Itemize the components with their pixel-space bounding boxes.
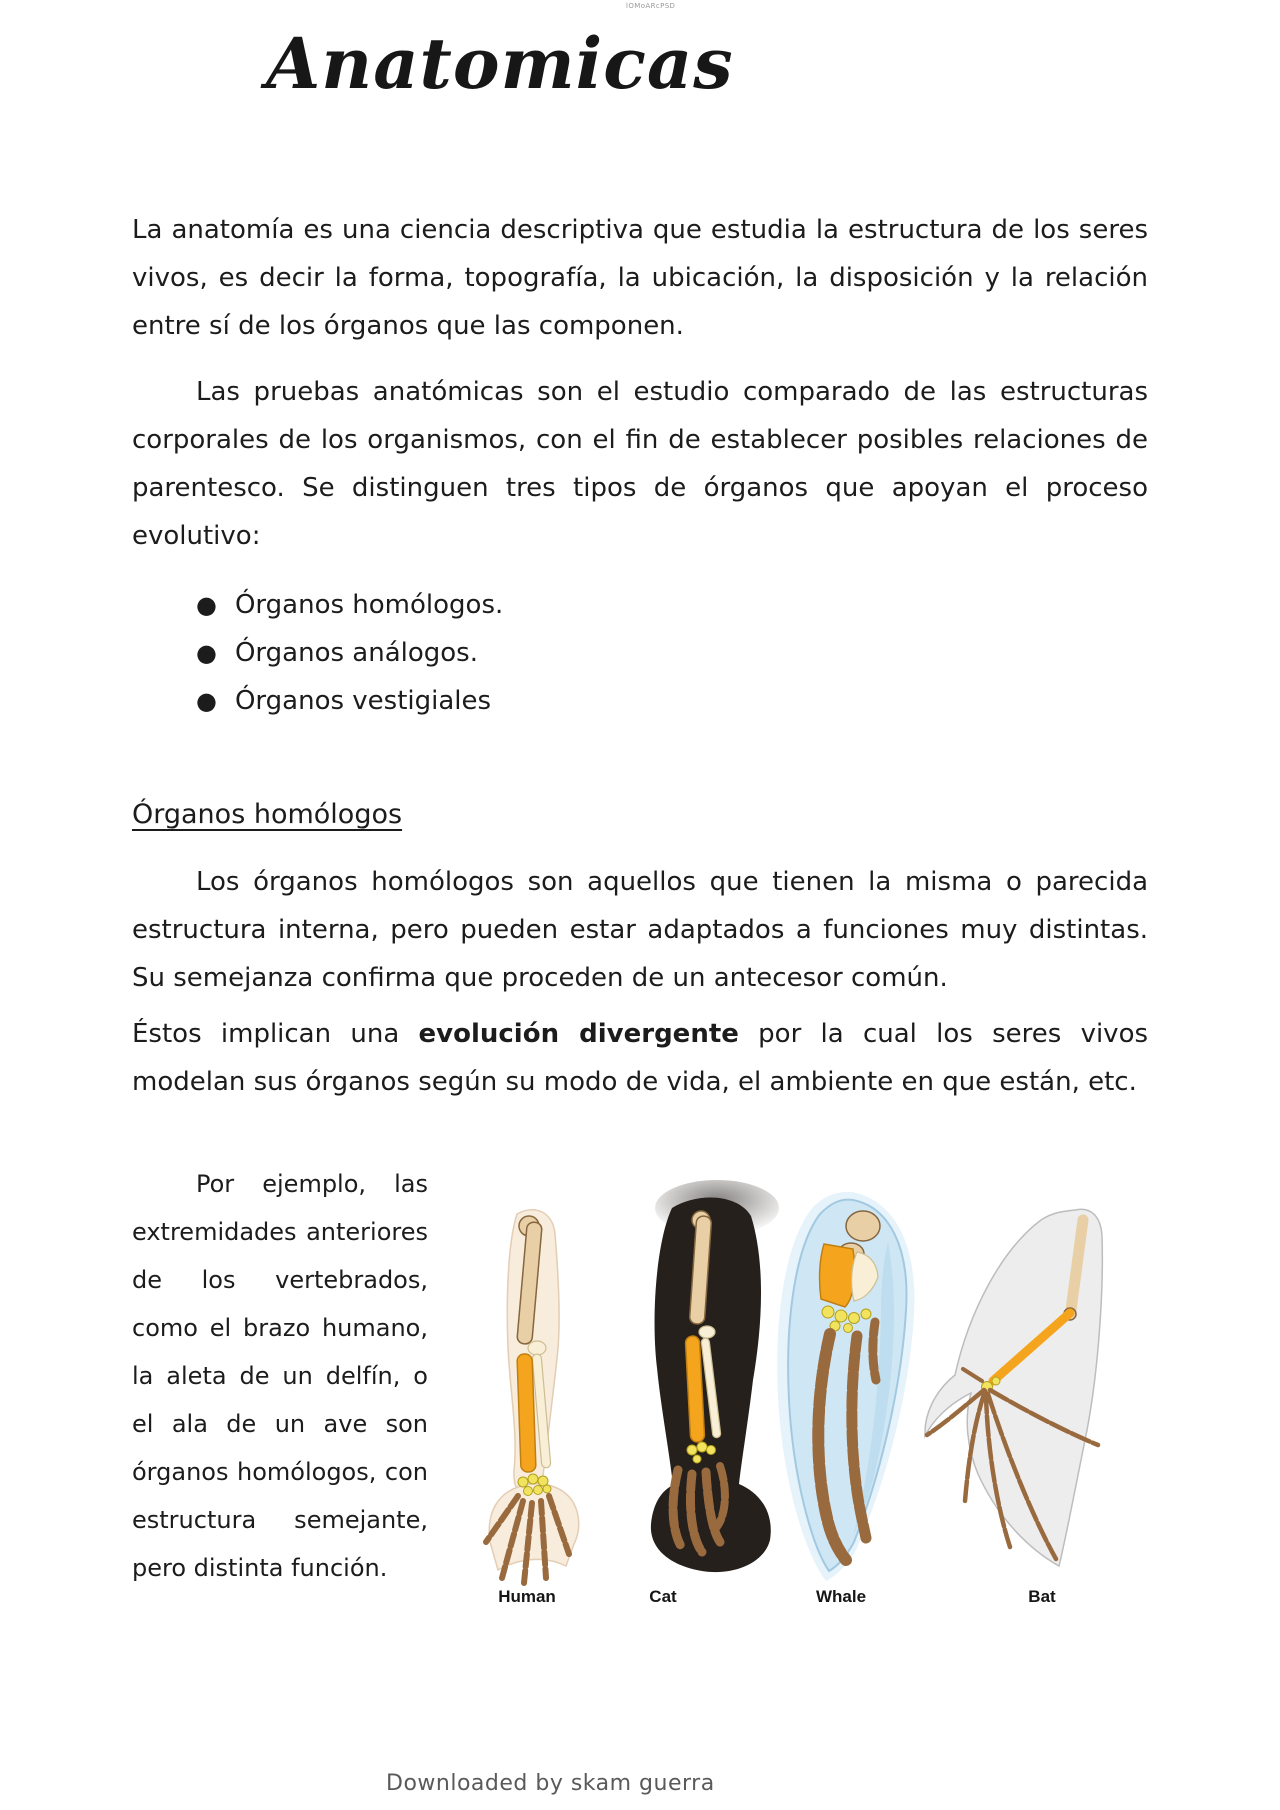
bullet-icon: ●: [196, 591, 217, 619]
homologous-limbs-figure: [420, 1150, 1110, 1620]
paragraph-divergente-pre: Éstos implican una: [132, 1019, 419, 1049]
list-item-label: Órganos homólogos.: [234, 590, 504, 620]
bullet-icon: ●: [196, 687, 217, 715]
paragraph-ejemplo: Por ejemplo, las extremidades anteriores de los vertebrados, como el brazo humano, la aleta de un delfín, o el ala de un ave son órganos homólogos, con estructura semejante, pero distinta función.: [132, 1170, 428, 1582]
paragraph-pruebas: Las pruebas anatómicas son el estudio comparado de las estructuras corporales de los organismos, con el fin de establecer posibles relaciones de parentesco. Se distinguen tres tipos de órganos que apoyan el proceso evolutivo:: [132, 377, 1148, 551]
paragraph-divergente-post: por la cual los seres vivos modelan sus órganos según su modo de vida, el ambiente en que están, etc.: [132, 1019, 1149, 1097]
list-item-label: Órganos vestigiales: [234, 686, 492, 716]
cat-leg-illustration: [651, 1180, 779, 1572]
paragraph-divergente-emphasis: evolución divergente: [418, 1019, 739, 1049]
figure-label-cat: Cat: [649, 1587, 677, 1606]
bat-wing-illustration: [925, 1209, 1102, 1566]
list-item: [196, 629, 503, 677]
page-title: Anatomicas: [266, 22, 734, 105]
list-item-label: Órganos análogos.: [234, 638, 478, 668]
list-item: [196, 581, 503, 629]
human-arm-illustration: [486, 1210, 579, 1583]
watermark-text: lOMoARcPSD: [626, 2, 676, 10]
organ-types-list: [196, 581, 503, 725]
section-heading-organos-homologos: Órganos homólogos: [132, 799, 403, 830]
paragraph-divergente: [132, 1010, 1148, 1106]
bullet-icon: ●: [196, 639, 217, 667]
figure-label-human: Human: [498, 1587, 556, 1606]
footer-downloaded-by: Downloaded by skam guerra: [386, 1771, 715, 1796]
paragraph-homologos: Los órganos homólogos son aquellos que tienen la misma o parecida estructura interna, pero pueden estar adaptados a funciones muy distintas. Su semejanza confirma que proceden de un antecesor común.: [132, 867, 1148, 993]
figure-label-bat: Bat: [1028, 1587, 1056, 1606]
paragraph-anatomia: La anatomía es una ciencia descriptiva que estudia la estructura de los seres vivos, es decir la forma, topografía, la ubicación, la disposición y la relación entre sí de los órganos que las componen.: [132, 215, 1148, 341]
figure-label-whale: Whale: [815, 1587, 867, 1606]
whale-flipper-illustration: [777, 1192, 914, 1581]
list-item: [196, 677, 503, 725]
